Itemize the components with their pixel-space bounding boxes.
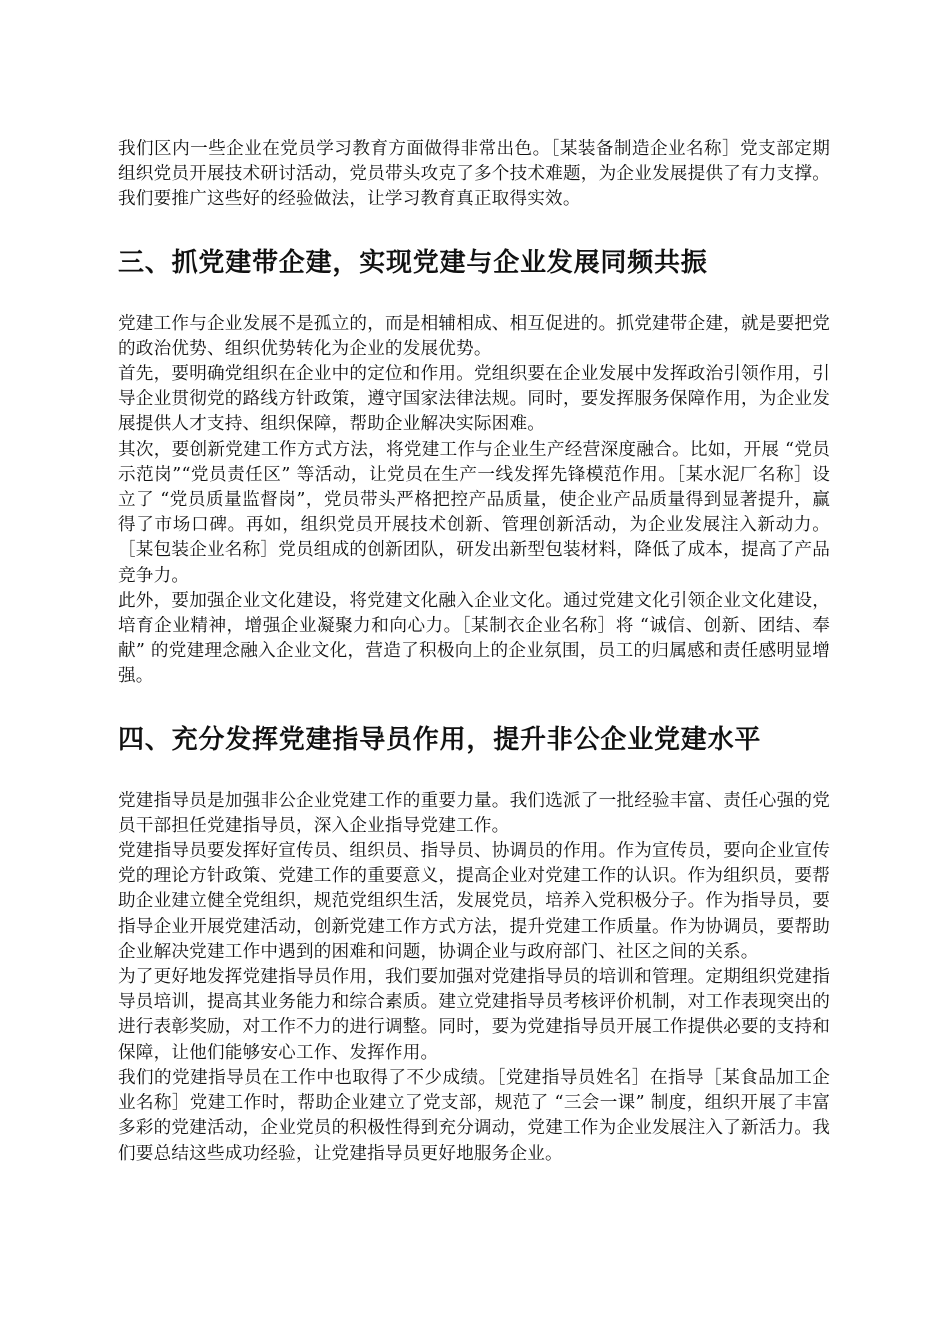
section-3-paragraph-1: 党建工作与企业发展不是孤立的，而是相辅相成、相互促进的。抓党建带企建，就是要把党的政治优势、组织优势转化为企业的发展优势。 bbox=[118, 313, 830, 359]
section-4-heading: 四、充分发挥党建指导员作用，提升非公企业党建水平 bbox=[118, 724, 762, 755]
section-4-paragraph-3: 为了更好地发挥党建指导员作用，我们要加强对党建指导员的培训和管理。定期组织党建指导员培训，提高其业务能力和综合素质。建立党建指导员考核评价机制，对工作表现突出的进行表彰奖励，对工作不力的进行调整。同时，要为党建指导员开展工作提供必要的支持和保障，让他们能够安心工作、发挥作用。 bbox=[118, 967, 830, 1063]
section-4-paragraph-2: 党建指导员要发挥好宣传员、组织员、指导员、协调员的作用。作为宣传员，要向企业宣传党的理论方针政策、党建工作的重要意义，提高企业对党建工作的认识。作为组织员，要帮助企业建立健全党组织，规范党组织生活，发展党员，培养入党积极分子。作为指导员，要指导企业开展党建活动，创新党建工作方式方法，提升党建工作质量。作为协调员，要帮助企业解决党建工作中遇到的困难和问题，协调企业与政府部门、社区之间的关系。 bbox=[118, 841, 830, 962]
intro-paragraph: 我们区内一些企业在党员学习教育方面做得非常出色。［某装备制造企业名称］党支部定期组织党员开展技术研讨活动，党员带头攻克了多个技术难题，为企业发展提供了有力支撑。我们要推广这些好的经验做法，让学习教育真正取得实效。 bbox=[118, 139, 830, 210]
document-page bbox=[118, 137, 830, 1167]
section-3-paragraph-4: 此外，要加强企业文化建设，将党建文化融入企业文化。通过党建文化引领企业文化建设，培育企业精神，增强企业凝聚力和向心力。［某制衣企业名称］将 “诚信、创新、团结、奉献” 的党建理念融入企业文化，营造了积极向上的企业氛围，员工的归属感和责任感明显增强。 bbox=[118, 590, 830, 687]
section-4-paragraph-1: 党建指导员是加强非公企业党建工作的重要力量。我们选派了一批经验丰富、责任心强的党员干部担任党建指导员，深入企业指导党建工作。 bbox=[118, 790, 830, 836]
section-3-paragraph-2: 首先，要明确党组织在企业中的定位和作用。党组织要在企业发展中发挥政治引领作用，引导企业贯彻党的路线方针政策，遵守国家法律法规。同时，要发挥服务保障作用，为企业发展提供人才支持、组织保障，帮助企业解决实际困难。 bbox=[118, 364, 830, 435]
section-3-heading: 三、抓党建带企建，实现党建与企业发展同频共振 bbox=[118, 247, 708, 278]
section-4-paragraph-4: 我们的党建指导员在工作中也取得了不少成绩。［党建指导员姓名］在指导［某食品加工企业名称］党建工作时，帮助企业建立了党支部，规范了 “三会一课” 制度，组织开展了丰富多彩的党建活动，企业党员的积极性得到充分调动，党建工作为企业发展注入了新活力。我们要总结这些成功经验，让党建指导员更好地服务企业。 bbox=[118, 1067, 830, 1164]
section-3-paragraph-3: 其次，要创新党建工作方式方法，将党建工作与企业生产经营深度融合。比如，开展 “党员示范岗”“党员责任区” 等活动，让党员在生产一线发挥先锋模范作用。［某水泥厂名称］设立了 “党员质量监督岗”，党员带头严格把控产品质量，使企业产品质量得到显著提升，赢得了市场口碑。再如，组织党员开展技术创新、管理创新活动，为企业发展注入新动力。［某包装企业名称］党员组成的创新团队，研发出新型包装材料，降低了成本，提高了产品竞争力。 bbox=[118, 439, 830, 586]
